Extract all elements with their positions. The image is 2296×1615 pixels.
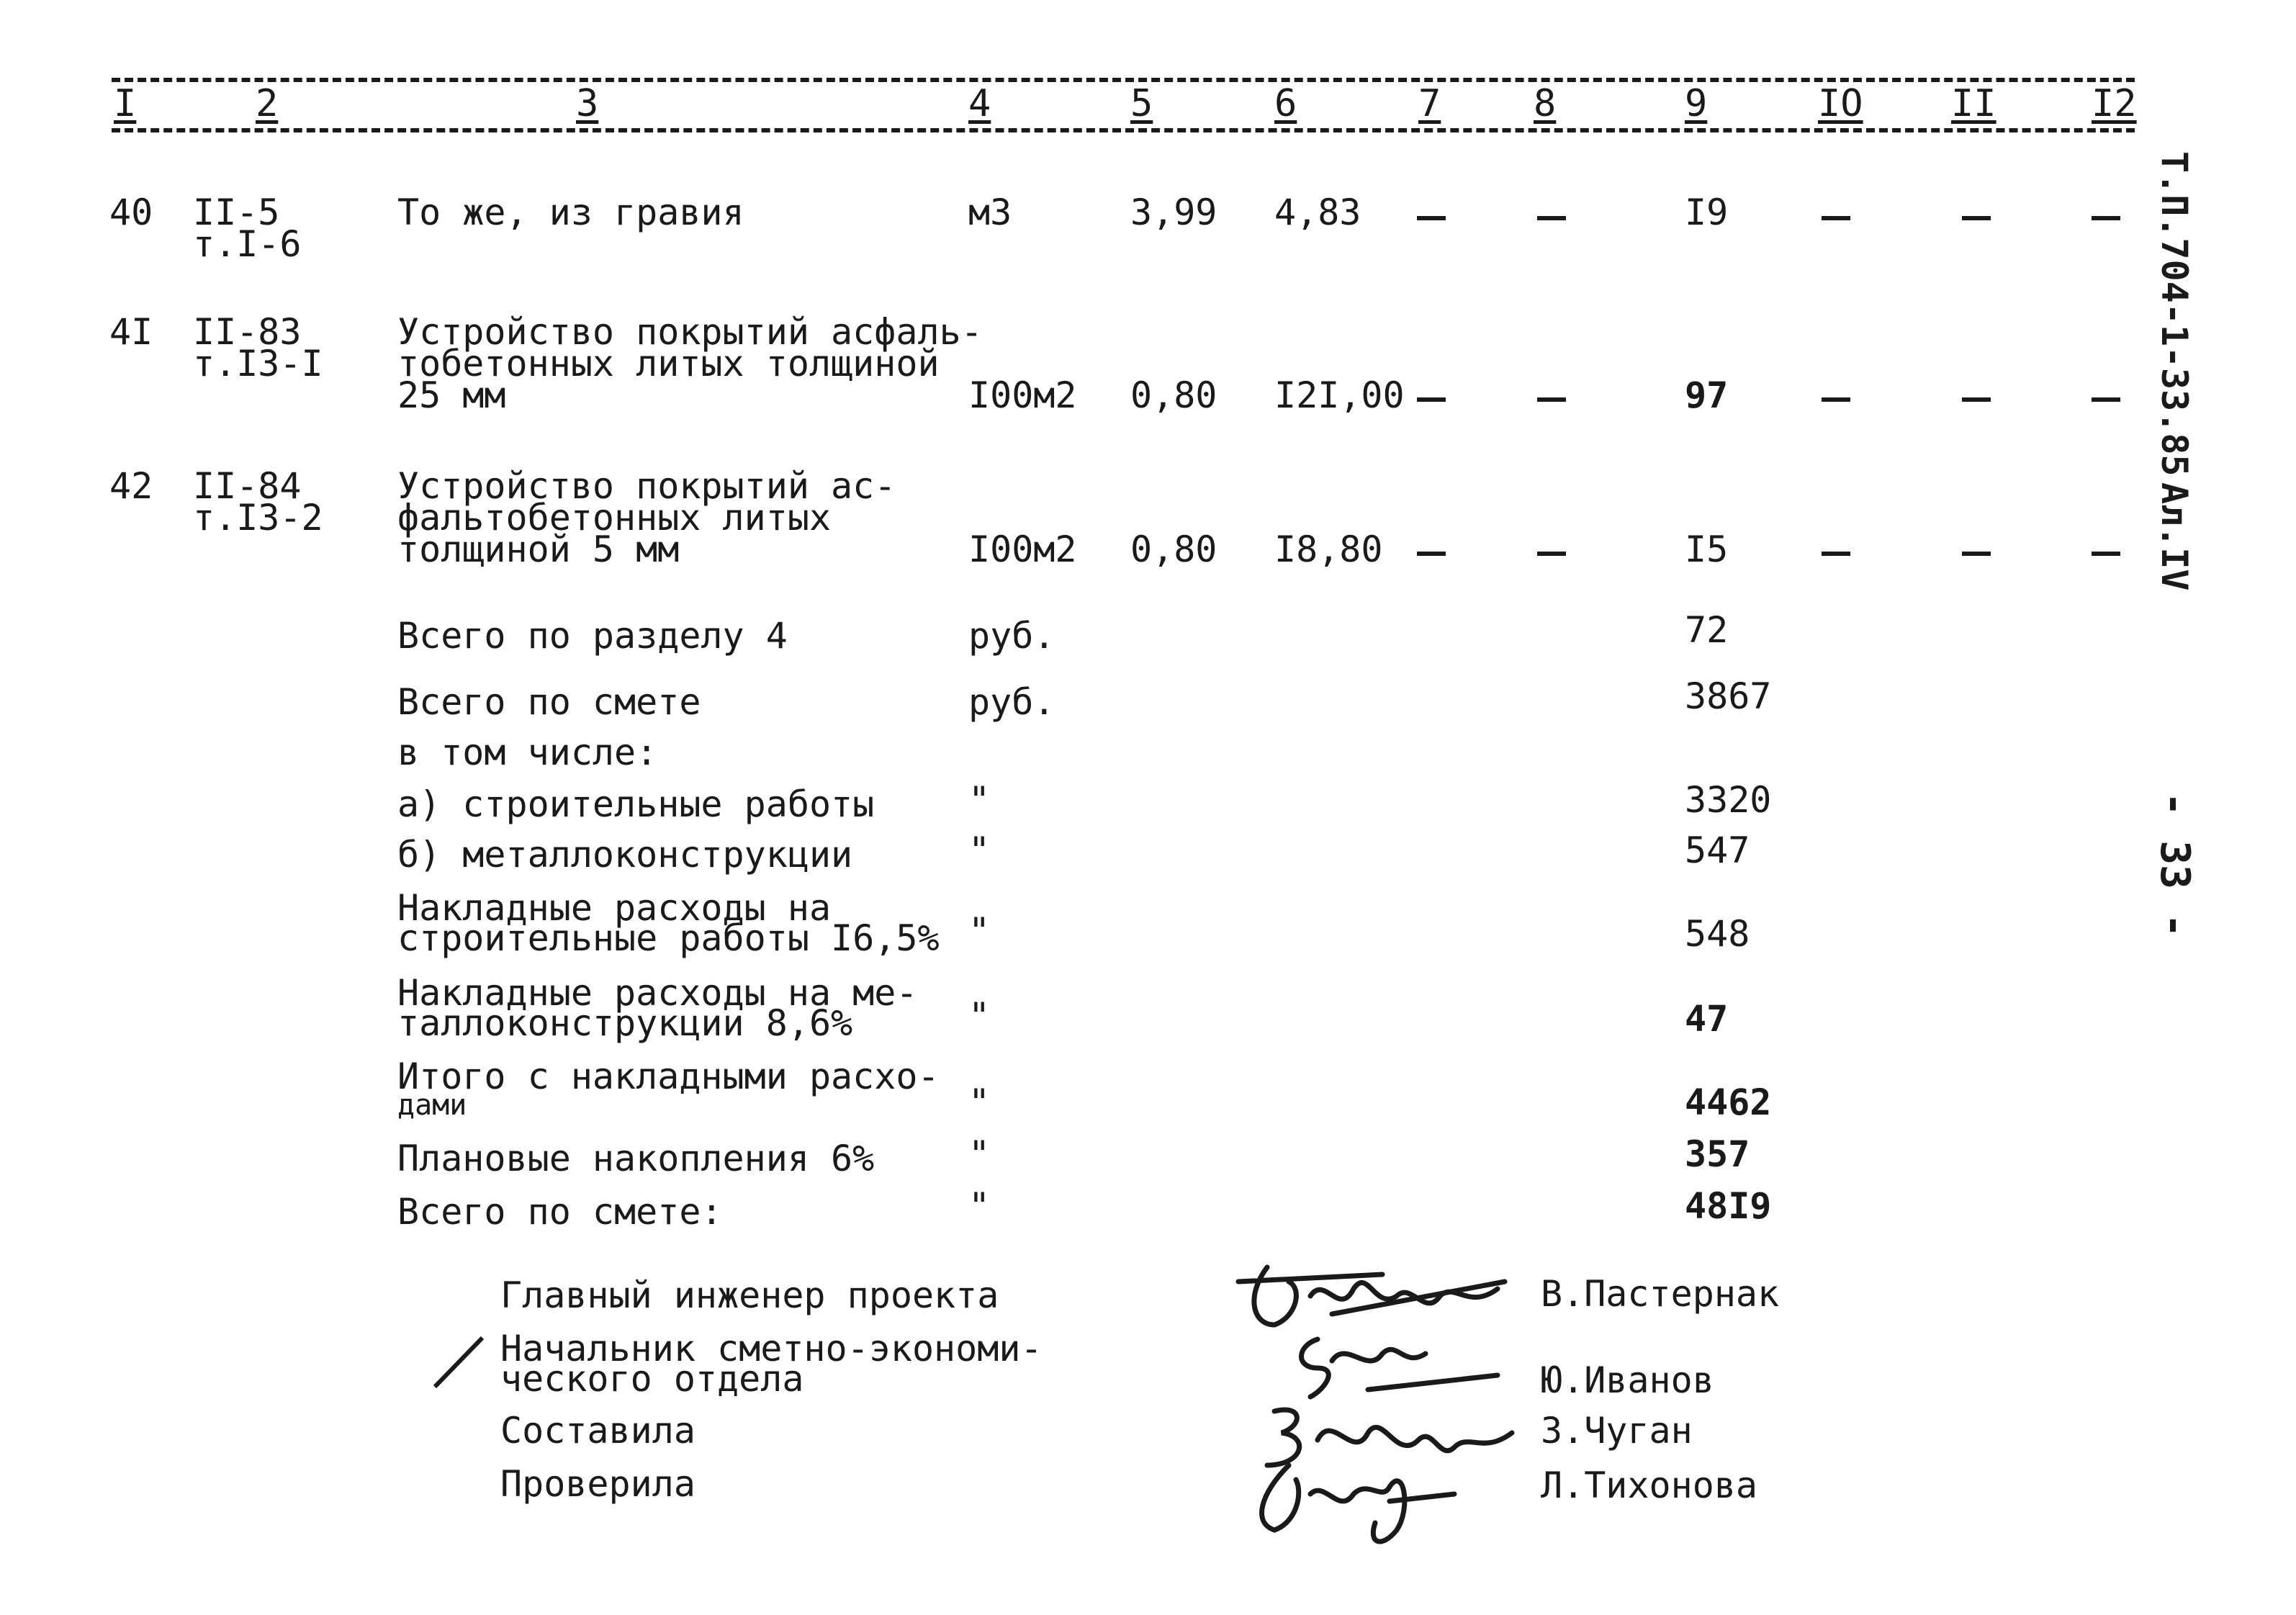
row-col7-dash (1417, 216, 1446, 220)
total-value: 3320 (1685, 779, 1772, 821)
signer-role: Проверила (500, 1463, 695, 1505)
row-name-line-2: фальтобетонных литых (397, 497, 832, 539)
column-header-9: 9 (1685, 82, 1708, 125)
signer-role: Главный инженер проекта (500, 1274, 999, 1316)
row-col11-dash (1962, 552, 1991, 556)
row-code-line-1: II-5 (193, 192, 280, 233)
row-col9: I5 (1685, 528, 1729, 570)
signature-tikhonova (1246, 1451, 1476, 1552)
row-name: То же, из гравия (397, 192, 744, 233)
total-label: Всего по смете (397, 681, 701, 723)
row-name-line-2: тобетонных литых толщиной (397, 343, 940, 384)
total-value: 48I9 (1685, 1185, 1772, 1227)
row-col5: 0,80 (1130, 374, 1217, 416)
column-header-6: 6 (1274, 82, 1297, 125)
signature-ivanov (1282, 1325, 1512, 1404)
row-col6: 4,83 (1274, 192, 1361, 233)
signer-name: В.Пастернак (1541, 1273, 1780, 1315)
row-col11-dash (1962, 216, 1991, 220)
row-name-line-3: толщиной 5 мм (397, 528, 680, 570)
total-label: в том числе: (397, 732, 658, 773)
total-value: 72 (1685, 609, 1729, 651)
row-col8-dash (1537, 216, 1566, 220)
row-unit: м3 (968, 192, 1012, 233)
total-label: б) металлоконструкции (397, 834, 853, 876)
row-name-line-1: Устройство покрытий асфаль- (397, 311, 983, 353)
total-label-line-1: Накладные расходы на (397, 887, 832, 929)
total-label: Плановые накопления 6% (397, 1138, 875, 1179)
column-header-8: 8 (1534, 82, 1557, 125)
total-unit: руб. (968, 615, 1055, 657)
row-col10-dash (1822, 216, 1850, 220)
row-name-line-1: Устройство покрытий ас- (397, 465, 896, 507)
total-label-line-2: таллоконструкции 8,6% (397, 1002, 853, 1044)
row-col9: I9 (1685, 192, 1729, 233)
total-label-line-2: строительные работы I6,5% (397, 917, 940, 959)
row-number: 40 (109, 192, 153, 233)
column-header-11: II (1951, 82, 1996, 125)
signer-name: З.Чуган (1541, 1410, 1693, 1452)
row-col7-dash (1417, 397, 1446, 402)
album-number: Ал.IV (2153, 482, 2195, 591)
row-col6: I2I,00 (1274, 374, 1405, 416)
signer-role: Составила (500, 1410, 695, 1452)
column-header-12: I2 (2092, 82, 2137, 125)
total-label: Всего по смете: (397, 1191, 723, 1233)
total-unit: " (968, 779, 991, 821)
row-code-line-2: т.I3-2 (193, 497, 323, 539)
row-code-line-1: II-84 (193, 465, 302, 507)
column-header-4: 4 (968, 82, 991, 125)
row-col8-dash (1537, 397, 1566, 402)
row-code-line-2: т.I3-I (193, 343, 323, 384)
row-number: 42 (109, 465, 153, 507)
total-label-line-1: Итого с накладными расхо- (397, 1056, 940, 1097)
total-unit: " (968, 1133, 991, 1175)
signer-role-line-2: ческого отдела (500, 1358, 804, 1400)
total-unit: " (968, 910, 991, 952)
signer-name: Л.Тихонова (1541, 1465, 1758, 1506)
total-value: 47 (1685, 998, 1729, 1040)
column-header-10: IO (1818, 82, 1863, 125)
total-unit: " (968, 995, 991, 1037)
row-col10-dash (1822, 552, 1850, 556)
column-header-5: 5 (1130, 82, 1153, 125)
row-col12-dash (2092, 552, 2120, 556)
row-col6: I8,80 (1274, 528, 1383, 570)
row-col11-dash (1962, 397, 1991, 402)
document-code: Т.П.704-1-33.85 (2153, 151, 2195, 477)
total-unit: руб. (968, 681, 1055, 723)
row-col5: 3,99 (1130, 192, 1217, 233)
row-col5: 0,80 (1130, 528, 1217, 570)
row-col10-dash (1822, 397, 1850, 402)
total-unit: " (968, 829, 991, 871)
row-unit: I00м2 (968, 374, 1077, 416)
row-col12-dash (2092, 397, 2120, 402)
column-header-1: I (114, 82, 137, 125)
total-value: 548 (1685, 913, 1750, 955)
row-unit: I00м2 (968, 528, 1077, 570)
signer-role-line-1: Начальник сметно-экономи- (500, 1328, 1043, 1369)
total-label: а) строительные работы (397, 783, 875, 825)
total-label-line-1: Накладные расходы на ме- (397, 972, 918, 1014)
row-code-line-2: т.I-6 (193, 223, 302, 265)
signer-name: Ю.Иванов (1541, 1359, 1714, 1401)
row-number: 4I (109, 311, 153, 353)
total-value: 4462 (1685, 1081, 1772, 1123)
total-label-line-2: дами (397, 1089, 467, 1122)
total-label: Всего по разделу 4 (397, 615, 788, 657)
column-header-3: 3 (576, 82, 599, 125)
total-unit: " (968, 1185, 991, 1227)
total-value: 547 (1685, 829, 1750, 871)
total-unit: " (968, 1081, 991, 1123)
row-col7-dash (1417, 552, 1446, 556)
slash-mark (431, 1333, 488, 1391)
column-header-7: 7 (1418, 82, 1441, 125)
total-value: 3867 (1685, 675, 1772, 717)
row-col12-dash (2092, 216, 2120, 220)
total-value: 357 (1685, 1133, 1750, 1175)
page-number: - 33 - (2151, 792, 2198, 938)
row-name-line-3: 25 мм (397, 374, 506, 416)
column-header-2: 2 (256, 82, 279, 125)
row-col9: 97 (1685, 374, 1729, 416)
header-dashed-rule (112, 128, 2135, 132)
row-col8-dash (1537, 552, 1566, 556)
row-code-line-1: II-83 (193, 311, 302, 353)
